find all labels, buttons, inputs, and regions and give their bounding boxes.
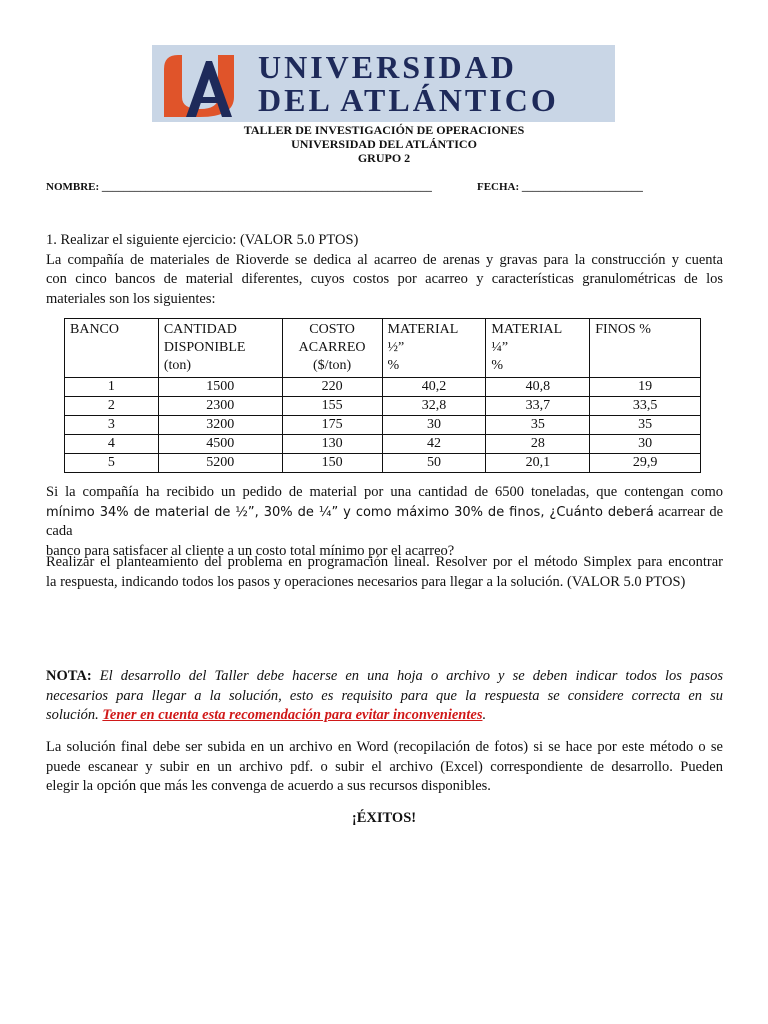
nota-line: necesarios para llegar a la solución, esto es requisito para que la respuesta se considere correcta en su: [46, 687, 723, 704]
question-line: [46, 503, 723, 542]
delivery-line: elegir la opción que más les convenga de acuerdo a sus recursos disponibles.: [46, 778, 491, 794]
cell-cantidad: 5200: [158, 454, 282, 473]
question-line: banco para satisfacer al cliente a un costo total mínimo por el acarreo?: [46, 542, 455, 559]
header-group: GRUPO 2: [357, 151, 411, 165]
delivery-paragraph: [46, 738, 723, 797]
table-row: [65, 454, 701, 473]
nombre-field: NOMBRE: ____________________________________________________________: [46, 181, 432, 193]
delivery-line: puede escanear y subir en un archivo pdf. o subir el archivo (Excel) correspondiente de desarrollo. Pueden: [46, 758, 723, 775]
header-cantidad: CANTIDAD DISPONIBLE (ton): [158, 319, 282, 378]
logo-ua-emblem: [160, 51, 250, 119]
cell-cantidad: 1500: [158, 378, 282, 397]
bancos-table: [64, 318, 701, 473]
nota-line: [46, 667, 723, 687]
header-banco: BANCO: [65, 319, 159, 378]
cell-finos: 30: [590, 435, 701, 454]
header-material-half: MATERIAL ½” %: [382, 319, 486, 378]
cell-banco: 2: [65, 397, 159, 416]
cell-cantidad: 4500: [158, 435, 282, 454]
cell-costo: 130: [282, 435, 382, 454]
exercise-text-line: materiales son los siguientes:: [46, 290, 216, 307]
logo-text-line1: UNIVERSIDAD: [258, 49, 517, 85]
cell-costo: 150: [282, 454, 382, 473]
cell-material-quarter: 20,1: [486, 454, 590, 473]
question-paragraph: [46, 483, 723, 561]
nota-text: solución.: [46, 707, 103, 723]
university-logo: [152, 45, 615, 122]
cell-cantidad: 3200: [158, 416, 282, 435]
exercise-text-line: con cinco bancos de material diferentes, cuyos costos por acarreo y características granulométricas de los: [46, 271, 723, 287]
header-university: UNIVERSIDAD DEL ATLÁNTICO: [291, 137, 477, 151]
nota-recommendation: Tener en cuenta esta recomendación para evitar inconvenientes: [102, 707, 483, 723]
cell-finos: 35: [590, 416, 701, 435]
header-costo: COSTO ACARREO ($/ton): [282, 319, 382, 378]
cell-finos: 29,9: [590, 454, 701, 473]
nota-paragraph: [46, 667, 723, 726]
cell-banco: 3: [65, 416, 159, 435]
table-row: [65, 378, 701, 397]
nota-line: [46, 706, 723, 726]
exercise-intro: [46, 231, 723, 309]
cell-material-half: 50: [382, 454, 486, 473]
cell-material-quarter: 33,7: [486, 397, 590, 416]
task-paragraph: [46, 553, 723, 592]
cell-finos: 19: [590, 378, 701, 397]
cell-costo: 220: [282, 378, 382, 397]
task-line: Realizar el planteamiento del problema en programación lineal. Resolver por el método Simplex para encontrar: [46, 554, 723, 570]
exercise-text-line: La compañía de materiales de Rioverde se dedica al acarreo de arenas y gravas para la construcción y cuenta: [46, 251, 723, 268]
cell-material-half: 30: [382, 416, 486, 435]
cell-banco: 4: [65, 435, 159, 454]
question-line-serif: acarrear de cada: [46, 503, 723, 539]
task-line: la respuesta, indicando todos los pasos y operaciones necesarios para llegar a la solución. (VALOR 5.0 PTOS): [46, 573, 686, 590]
cell-material-quarter: 28: [486, 435, 590, 454]
header-title: TALLER DE INVESTIGACIÓN DE OPERACIONES: [243, 123, 525, 137]
question-line: Si la compañía ha recibido un pedido de material por una cantidad de 6500 toneladas, que contengan como: [46, 484, 723, 500]
closing-text: ¡ÉXITOS!: [351, 810, 417, 826]
cell-cantidad: 2300: [158, 397, 282, 416]
cell-banco: 1: [65, 378, 159, 397]
table-row: [65, 416, 701, 435]
logo-text-line2: DEL ATLÁNTICO: [258, 82, 559, 118]
delivery-line: La solución final debe ser subida en un archivo en Word (recopilación de fotos) si se hace por este método o se: [46, 739, 723, 755]
fecha-field: FECHA: ______________________: [477, 181, 643, 193]
cell-material-half: 32,8: [382, 397, 486, 416]
cell-finos: 33,5: [590, 397, 701, 416]
cell-material-quarter: 40,8: [486, 378, 590, 397]
header-material-quarter: MATERIAL ¼” %: [486, 319, 590, 378]
nota-text: El desarrollo del Taller debe hacerse en una hoja o archivo y se deben indicar todos los pasos: [91, 668, 723, 684]
header-finos: FINOS %: [590, 319, 701, 378]
cell-material-half: 42: [382, 435, 486, 454]
cell-material-half: 40,2: [382, 378, 486, 397]
cell-banco: 5: [65, 454, 159, 473]
cell-costo: 175: [282, 416, 382, 435]
cell-costo: 155: [282, 397, 382, 416]
nota-text: .: [482, 707, 487, 723]
table-row: [65, 435, 701, 454]
exercise-title: 1. Realizar el siguiente ejercicio: (VALOR 5.0 PTOS): [46, 232, 359, 248]
table-row: [65, 397, 701, 416]
cell-material-quarter: 35: [486, 416, 590, 435]
table-header-row: [65, 319, 701, 378]
nota-label: NOTA:: [46, 668, 92, 684]
question-line-sans: mínimo 34% de material de ½”, 30% de ¼” y como máximo 30% de finos, ¿Cuánto deberá: [46, 504, 654, 520]
